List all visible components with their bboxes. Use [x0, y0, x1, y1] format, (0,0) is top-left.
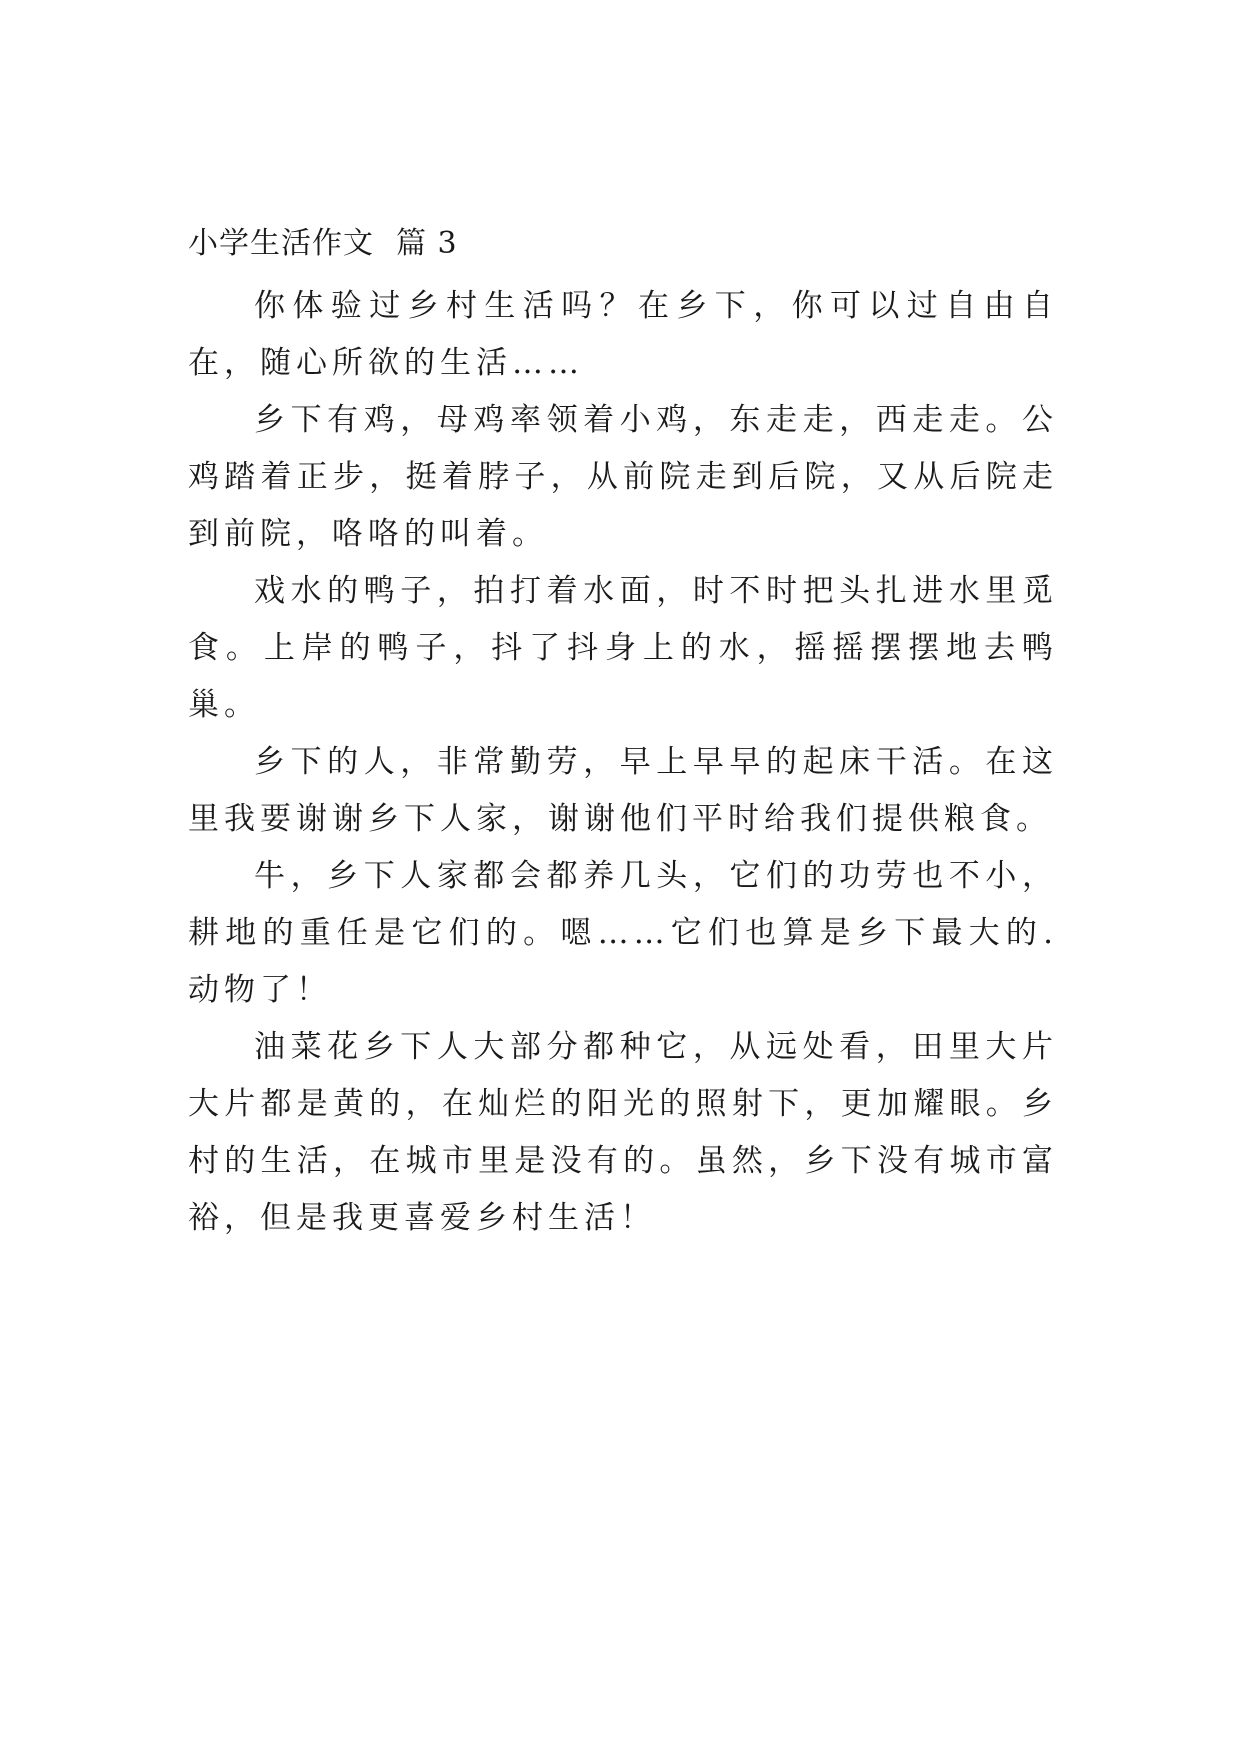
paragraph-1: 你体验过乡村生活吗？在乡下，你可以过自由自在，随心所欲的生活……	[188, 288, 1058, 381]
document-heading	[188, 222, 458, 266]
essay-body	[188, 278, 1058, 1247]
paragraph-6: 油菜花乡下人大部分都种它，从远处看，田里大片大片都是黄的，在灿烂的阳光的照射下，更加耀眼。乡村的生活，在城市里是没有的。虽然，乡下没有城市富裕，但是我更喜爱乡村生活！	[188, 1029, 1058, 1236]
document-title: 小学生活作文	[188, 226, 374, 261]
section-label: 篇 3	[396, 226, 458, 261]
paragraph-3: 戏水的鸭子，拍打着水面，时不时把头扎进水里觅食。上岸的鸭子，抖了抖身上的水，摇摇摆摆地去鸭巢。	[188, 573, 1058, 723]
paragraph-5: 牛，乡下人家都会都养几头，它们的功劳也不小，耕地的重任是它们的。嗯……它们也算是乡下最大的.动物了！	[188, 858, 1058, 1008]
paragraph-4: 乡下的人，非常勤劳，早上早早的起床干活。在这里我要谢谢乡下人家，谢谢他们平时给我们提供粮食。	[188, 744, 1058, 837]
paragraph-2: 乡下有鸡，母鸡率领着小鸡，东走走，西走走。公鸡踏着正步，挺着脖子，从前院走到后院，又从后院走到前院，咯咯的叫着。	[188, 402, 1058, 552]
